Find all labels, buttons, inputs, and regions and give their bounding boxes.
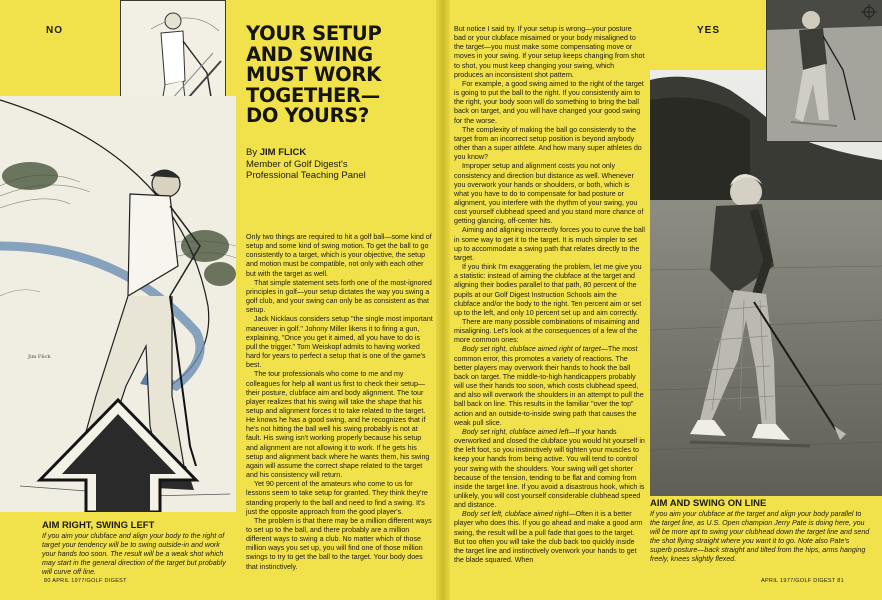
author-name: JIM FLICK [259,147,307,158]
paragraph: The complexity of making the ball go consistently to the target from an incorrect setup position is beyond anybody other than a super athlete. And how many super athletes do you know? [454,125,642,162]
headline-line: AND SWING [246,42,373,66]
article-column-2 [454,25,645,565]
yes-label: YES [697,25,721,36]
paragraph-text: —Often it is a better player who does this. If you go ahead and make a good arm swing, the result will be a pull fade that goes to the target. But too often you will take the club back too quickly inside the target line and instinctively overwork your hands to get the blade squared. When [454,510,643,565]
run-in-heading: Body set left, clubface aimed right [462,510,569,519]
headline-line: DO YOURS? [246,104,370,127]
page-folio-right: APRIL 1977/GOLF DIGEST 81 [761,578,845,584]
paragraph: Only two things are required to hit a golf ball—some kind of setup and some kind of swing motion. To get the ball to go consistently to a target, which is your objective, the setup and motion must be compatible, not only with each other but with the target as well. [246,233,432,278]
author-role: Professional Teaching Panel [246,170,366,181]
article-column-1 [246,233,433,572]
paragraph: Jack Nicklaus considers setup "the single most important maneuver in golf." Johnny Miller likens it to firing a gun, explaining, "Once you get it aimed, all you have to do is pull the trigger." Tom Weiskopf admits to having worked hard for years to perfect a setup that is one of the game's best. [246,315,433,370]
headline-line: YOUR SETUP [246,22,382,45]
paragraph: The problem is that there may be a million different ways to set up to the ball, and there probably are a million different ways to swing a club. No matter which of those million ways you set up, you will find one of those million swings to try to get the ball to the target. Your body does that instinctively. [246,516,432,571]
paragraph: The tour professionals who come to me and my colleagues for help all want us first to check their setup—their posture, clubface aim and body alignment. The tour player realizes that his swing will take the shape that his setup and alignment forces it to take related to the target. He knows he has a good swing, and he recognizes that if he's not hitting the ball well his swing probably is not at fault. His swing isn't working properly because his setup and alignment are not allowing it to work. If he gets his setup and alignment back where he wants them, his swing again will assume the correct shape related to the target and his consistency will return. [246,370,430,480]
paragraph: But notice I said try. If your setup is wrong—your posture bad or your clubface misaimed or your body misaligned to the target—you must make some compensating move or moves in your swing. If your setup keeps changing from shot to shot, you must keep changing your swing, which produces an inconsistent shot pattern. [454,25,645,79]
left-caption [42,520,234,577]
paragraph: Improper setup and alignment costs you not only consistency and direction but distance as well. Whenever you overwork your hands or shoulders, or both, which is what you have to do to compensate for bad posture or alignment, you interfere with the rhythm of your swing, you cost yourself clubhead speed and you stand more chance of getting glancing, off-center hits. [454,162,644,226]
byline [246,147,436,182]
caption-text: If you aim your clubface and align your body to the right of target your tendency will be to swing outside-in and work your hands too soon. The result will be a weak shot which may start in the general direction of the target but probably will curve off line. [42,532,226,576]
paragraph-text: —The most common error, this promotes a variety of reactions. The better players may overwork their hands to hook the ball back on target. The middle-to-high handicappers probably will use their hands too soon, which costs clubhead speed, and also will overwork the shoulders in an attempt to pull the ball back on line. This results in the familiar "over the top" action and an outside-to-inside swing path that causes the weak pull slice. [454,345,644,427]
paragraph [454,345,645,427]
paragraph: If you think I'm exaggerating the problem, let me give you a statistic: instead of aiming the clubface at the target and aligning their bodies parallel to that path, 80 percent of the pupils at our Golf Digest Instruction Schools aim the clubface and/or the body to the right. Ten percent aim or set up to the left, and only 10 percent set up and aim correctly. [454,263,642,317]
paragraph: For example, a good swing aimed to the right of the target is going to put the ball to the right. If you consistently aim to the right, your body soon will do something to bring the ball back on target, and you will have changed your good swing for the worse. [454,79,644,125]
caption-title: AIM RIGHT, SWING LEFT [42,520,155,531]
article-headline [246,24,436,127]
paragraph: Aiming and aligning incorrectly forces you to curve the ball in some way to get it to the target. It is much simpler to set up to accommodate a swing path that relates directly to the target. [454,226,645,262]
paragraph: Yet 90 percent of the amateurs who come to us for lessons seem to take setup for granted. They think they're standing properly to the ball and need to find a swing. It's just the opposite approach from the good player's. [246,480,428,516]
run-in-heading: Body set right, clubface aimed left [462,427,569,436]
paragraph: That simple statement sets forth one of the most-ignored principles in golf—your setup dictates the way you swing a golf club, and your swing can only be as consistent as that setup. [246,278,432,315]
paragraph [454,428,645,510]
author-role: Member of Golf Digest's [246,158,348,170]
paragraph: There are many possible combinations of misaiming and misaligning. Let's look at the consequences of a few of the more common ones: [454,318,640,345]
caption-text: If you aim your clubface at the target and align your body parallel to the target line, as U.S. Open champion Jerry Pate is doing here, you will be more apt to swing your clubhead down the target line and send the shot flying straight where you want it to go. Note also Pate's superb posture—back straight and tilted from the hips, arms hanging freely, knees slightly flexed. [650,510,870,563]
caption-title: AIM AND SWING ON LINE [650,498,767,509]
svg-text:Jim Flick: Jim Flick [28,354,51,360]
headline-line: MUST WORK [246,63,381,86]
right-caption [650,498,872,564]
headline-line: TOGETHER— [246,83,380,107]
page-gutter [436,0,450,600]
page-folio-left: 80 APRIL 1977/GOLF DIGEST [44,578,127,584]
paragraph [454,510,645,565]
paragraph-text: —If your hands overworked and closed the clubface you would hit yourself in the left foot, so you instinctively will tighten your muscles to keep your hands from being active. You will tend to control your swing with the shoulders. Your swing will get shorter because of the tension, tending to be flat and coming from inside the target line. If you avoid a disastrous hook, which is unlikely, you will cost yourself considerable clubhead speed and distance. [454,427,645,510]
golfer-photo-inset [766,0,882,142]
no-label: NO [46,25,63,36]
run-in-heading: Body set right, clubface aimed right of target [462,345,601,354]
byline-prefix: By [246,147,258,158]
main-sketch-illustration [0,96,236,512]
